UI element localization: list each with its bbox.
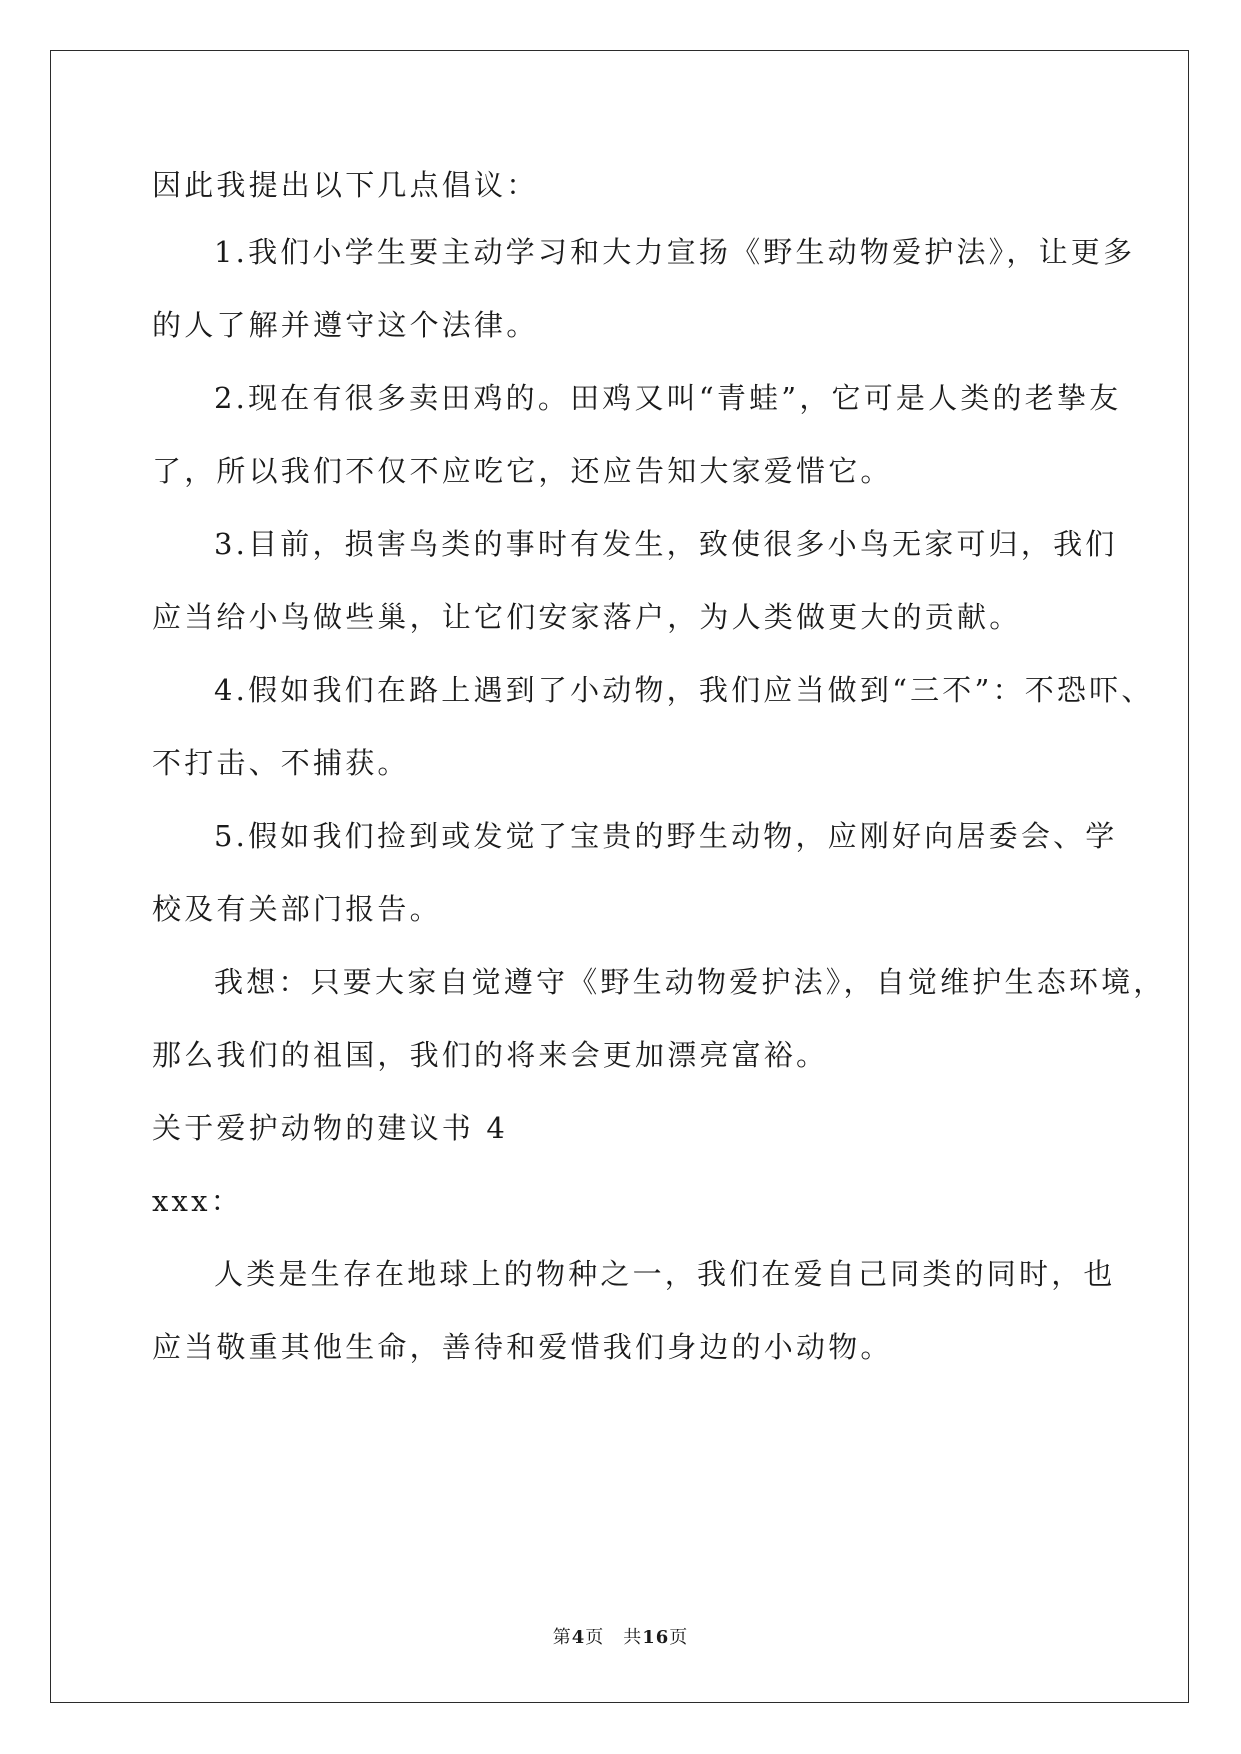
- intro-line-2: 应当敬重其他生命，善待和爱惜我们身边的小动物。: [152, 1330, 893, 1364]
- footer-suffix: 页: [669, 1627, 689, 1648]
- conclusion-line-1: 我想：只要大家自觉遵守《野生动物爱护法》，自觉维护生态环境，: [214, 965, 1166, 999]
- proposal-1-line-1: 1.我们小学生要主动学习和大力宣扬《野生动物爱护法》，让更多: [214, 235, 1136, 269]
- section-title: 关于爱护动物的建议书 4: [152, 1111, 509, 1145]
- footer-page-number: 4: [571, 1627, 586, 1648]
- paragraph-line: 因此我提出以下几点倡议：: [152, 168, 539, 202]
- proposal-5-line-2: 校及有关部门报告。: [152, 892, 442, 926]
- footer-total-pages: 16: [642, 1627, 670, 1648]
- salutation: xxx：: [152, 1184, 243, 1218]
- proposal-2-line-2: 了，所以我们不仅不应吃它，还应告知大家爱惜它。: [152, 454, 893, 488]
- proposal-3-line-2: 应当给小鸟做些巢，让它们安家落户，为人类做更大的贡献。: [152, 600, 1022, 634]
- intro-line-1: 人类是生存在地球上的物种之一，我们在爱自己同类的同时，也: [214, 1257, 1116, 1291]
- proposal-4-line-2: 不打击、不捕获。: [152, 746, 410, 780]
- conclusion-line-2: 那么我们的祖国，我们的将来会更加漂亮富裕。: [152, 1038, 829, 1072]
- proposal-3-line-1: 3.目前，损害鸟类的事时有发生，致使很多小鸟无家可归，我们: [214, 527, 1118, 561]
- page-footer: [0, 1626, 1241, 1650]
- page-border: [50, 50, 1189, 1703]
- proposal-5-line-1: 5.假如我们捡到或发觉了宝贵的野生动物，应刚好向居委会、学: [214, 819, 1118, 853]
- proposal-1-line-2: 的人了解并遵守这个法律。: [152, 308, 539, 342]
- footer-prefix: 第: [552, 1627, 572, 1648]
- footer-mid: 页 共: [585, 1627, 643, 1648]
- proposal-4-line-1: 4.假如我们在路上遇到了小动物，我们应当做到“三不”：不恐吓、: [214, 673, 1154, 707]
- proposal-2-line-1: 2.现在有很多卖田鸡的。田鸡又叫“青蛙”，它可是人类的老挚友: [214, 381, 1122, 415]
